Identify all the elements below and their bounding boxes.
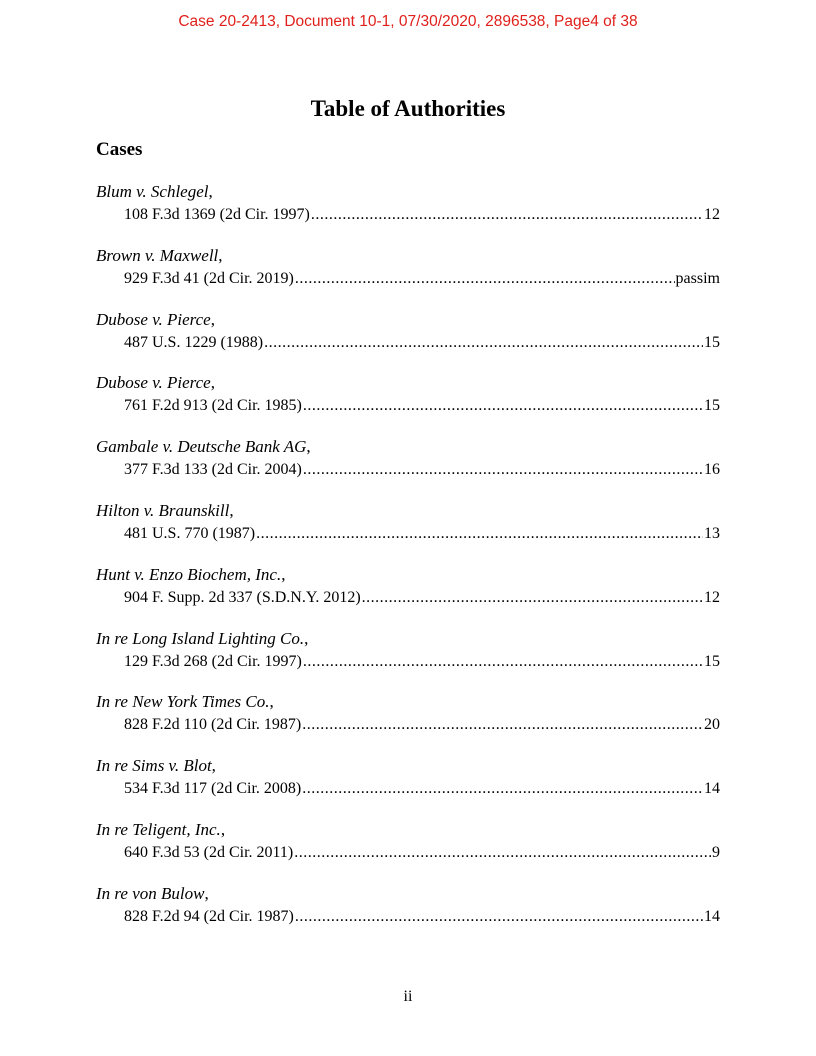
case-citation: 828 F.2d 94 (2d Cir. 1987) xyxy=(124,907,294,925)
authority-entry: Blum v. Schlegel, 108 F.3d 1369 (2d Cir. 1997) ..... 12 xyxy=(96,180,720,244)
page-title: Table of Authorities xyxy=(310,96,506,121)
case-name: In re Sims v. Blot xyxy=(96,756,212,776)
case-name: Gambale v. Deutsche Bank AG xyxy=(96,437,307,457)
dot-leader xyxy=(256,523,703,545)
authority-entry: Gambale v. Deutsche Bank AG, 377 F.3d 133 (2d Cir. 2004) ..... 16 xyxy=(96,435,720,499)
dot-leader xyxy=(302,714,703,736)
authority-entry: In re Teligent, Inc., 640 F.3d 53 (2d Cir. 2011) ..... 9 xyxy=(96,818,720,882)
page-reference: 14 xyxy=(704,780,720,798)
authority-entry: Brown v. Maxwell, 929 F.3d 41 (2d Cir. 2019) ..... passim xyxy=(96,244,720,308)
page-reference: passim xyxy=(675,269,720,287)
authority-entry: In re Sims v. Blot, 534 F.3d 117 (2d Cir. 2008) ..... 14 xyxy=(96,754,720,818)
page-reference: 16 xyxy=(704,461,720,479)
dot-leader xyxy=(303,459,703,481)
page-reference: 12 xyxy=(704,588,720,606)
authority-entry: Dubose v. Pierce, 487 U.S. 1229 (1988) ..... 15 xyxy=(96,308,720,372)
section-heading-cases: Cases xyxy=(96,139,143,160)
authority-entry: Hilton v. Braunskill, 481 U.S. 770 (1987) ..... 13 xyxy=(96,499,720,563)
page-number: ii xyxy=(403,988,413,1005)
dot-leader xyxy=(302,778,703,800)
dot-leader xyxy=(264,332,703,354)
case-citation: 129 F.3d 268 (2d Cir. 1997) xyxy=(124,652,302,670)
dot-leader xyxy=(295,268,675,290)
authority-entry: In re von Bulow, 828 F.2d 94 (2d Cir. 1987) ..... 14 xyxy=(96,882,720,946)
dot-leader xyxy=(362,587,703,609)
case-citation: 377 F.3d 133 (2d Cir. 2004) xyxy=(124,461,302,479)
case-name: In re von Bulow xyxy=(96,883,205,903)
page-reference: 13 xyxy=(704,524,720,542)
page-reference: 20 xyxy=(704,716,720,734)
case-name: Hunt v. Enzo Biochem, Inc. xyxy=(96,564,282,584)
case-name: Hilton v. Braunskill xyxy=(96,500,230,520)
dot-leader xyxy=(295,906,703,928)
case-name: Dubose v. Pierce xyxy=(96,309,211,329)
case-name: Dubose v. Pierce xyxy=(96,373,211,393)
page-reference: 14 xyxy=(704,907,720,925)
dot-leader xyxy=(294,842,711,864)
page-reference: 15 xyxy=(704,397,720,415)
case-citation: 487 U.S. 1229 (1988) xyxy=(124,333,264,351)
case-name: Blum v. Schlegel xyxy=(96,182,209,201)
case-citation: 108 F.3d 1369 (2d Cir. 1997) xyxy=(124,206,310,223)
case-name: In re Long Island Lighting Co. xyxy=(96,628,305,648)
authority-entry: Hunt v. Enzo Biochem, Inc., 904 F. Supp. 2d 337 (S.D.N.Y. 2012) ..... 12 xyxy=(96,563,720,627)
case-citation: 761 F.2d 913 (2d Cir. 1985) xyxy=(124,397,302,415)
case-name: In re New York Times Co. xyxy=(96,692,270,712)
page-reference: 12 xyxy=(704,206,720,223)
authority-entry: Dubose v. Pierce, 761 F.2d 913 (2d Cir. 1985) ..... 15 xyxy=(96,371,720,435)
authorities-list xyxy=(96,180,720,946)
authority-entry: In re Long Island Lighting Co., 129 F.3d 268 (2d Cir. 1997) ..... 15 xyxy=(96,627,720,691)
case-name: Brown v. Maxwell xyxy=(96,245,219,265)
page-reference: 9 xyxy=(712,843,720,861)
case-citation: 481 U.S. 770 (1987) xyxy=(124,524,256,542)
authority-entry: In re New York Times Co., 828 F.2d 110 (2d Cir. 1987) ..... 20 xyxy=(96,690,720,754)
case-header-stamp: Case 20-2413, Document 10-1, 07/30/2020, 2896538, Page4 of 38 xyxy=(178,13,638,30)
dot-leader xyxy=(303,395,703,417)
case-citation: 828 F.2d 110 (2d Cir. 1987) xyxy=(124,716,302,734)
page-reference: 15 xyxy=(704,652,720,670)
case-name: In re Teligent, Inc. xyxy=(96,819,221,839)
case-citation: 904 F. Supp. 2d 337 (S.D.N.Y. 2012) xyxy=(124,588,361,606)
case-citation: 929 F.3d 41 (2d Cir. 2019) xyxy=(124,269,294,287)
dot-leader xyxy=(311,204,703,226)
case-citation: 640 F.3d 53 (2d Cir. 2011) xyxy=(124,843,294,861)
case-citation: 534 F.3d 117 (2d Cir. 2008) xyxy=(124,780,302,798)
dot-leader xyxy=(303,651,703,673)
page-reference: 15 xyxy=(704,333,720,351)
